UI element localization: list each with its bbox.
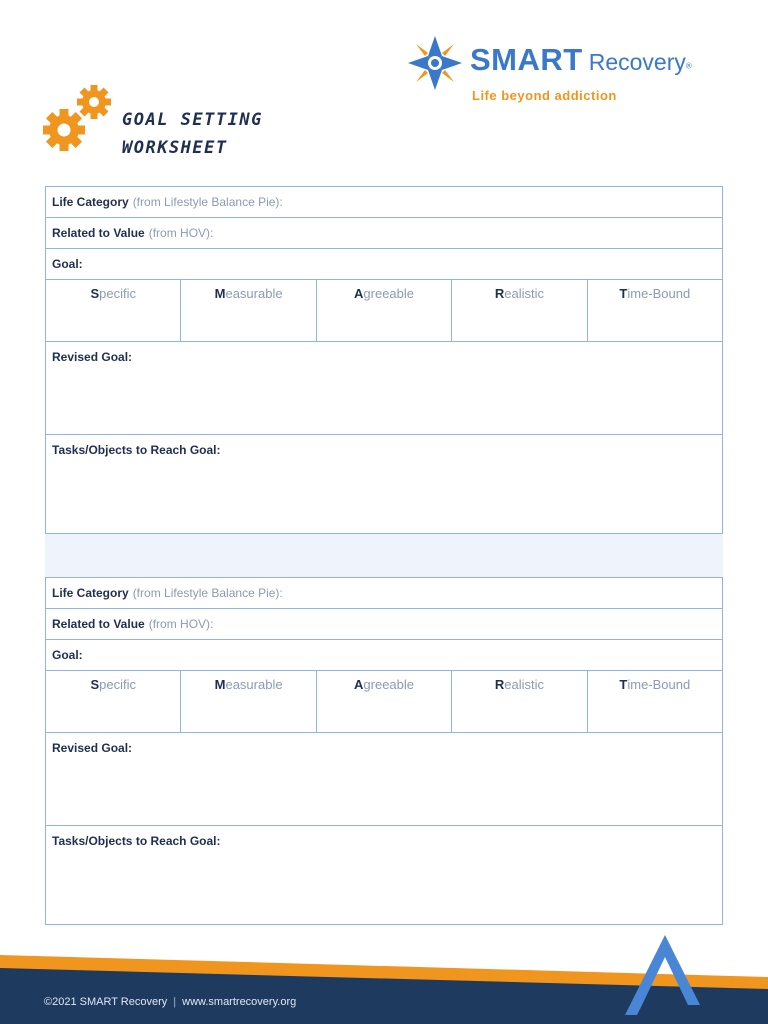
registered-mark: ® [685,61,692,71]
related-value-field[interactable] [46,609,722,640]
tasks-field[interactable] [46,435,722,533]
life-category-hint: (from Lifestyle Balance Pie): [132,195,283,209]
logo-wordmark [470,42,692,78]
goal-label: Goal: [52,648,83,662]
specific-cell[interactable] [46,671,181,732]
smart-word: greeable [363,286,415,301]
related-value-hint: (from HOV): [148,226,214,240]
smart-word: easurable [225,677,283,692]
time-bound-cell[interactable] [588,671,722,732]
smart-criteria-row [46,671,722,733]
smart-initial: M [214,286,226,301]
page-title-line2: WORKSHEET [122,138,228,158]
specific-cell[interactable] [46,280,181,341]
smart-recovery-logo [406,34,736,106]
smart-word: ime-Bound [627,677,691,692]
related-value-field[interactable] [46,218,722,249]
realistic-cell[interactable] [452,671,587,732]
smart-word: ealistic [504,677,544,692]
logo-smart-text: SMART [470,42,583,77]
smart-initial: M [214,677,226,692]
life-category-field[interactable] [46,187,722,218]
revised-goal-label: Revised Goal: [52,741,133,755]
revised-goal-field[interactable] [46,342,722,435]
gears-icon [40,80,116,160]
revised-goal-field[interactable] [46,733,722,826]
related-value-hint: (from HOV): [148,617,214,631]
agreeable-cell[interactable] [317,671,452,732]
footer-separator: | [173,996,177,1008]
goal-field[interactable] [46,249,722,280]
smart-initial: T [619,677,628,692]
life-category-hint: (from Lifestyle Balance Pie): [132,586,283,600]
smart-word: ime-Bound [627,286,691,301]
footer-band [0,935,768,1024]
tasks-label: Tasks/Objects to Reach Goal: [52,443,221,457]
goal-label: Goal: [52,257,83,271]
smart-initial: S [90,677,100,692]
website-link[interactable]: www.smartrecovery.org [182,996,297,1008]
section-divider [45,534,723,577]
smart-word: pecific [99,286,136,301]
page-title-line1: GOAL SETTING [122,110,263,130]
smart-word: pecific [99,677,136,692]
realistic-cell[interactable] [452,280,587,341]
tasks-field[interactable] [46,826,722,924]
measurable-cell[interactable] [181,671,316,732]
related-value-label: Related to Value [52,617,145,631]
logo-tagline: Life beyond addiction [472,88,617,103]
life-category-label: Life Category [52,195,129,209]
life-category-field[interactable] [46,578,722,609]
smart-word: greeable [363,677,415,692]
logo-recovery-text: Recovery [588,49,686,75]
smart-word: easurable [225,286,283,301]
measurable-cell[interactable] [181,280,316,341]
smart-initial: A [354,677,364,692]
page-title [122,106,263,162]
smart-word: ealistic [504,286,544,301]
footer-text [44,996,296,1008]
life-category-label: Life Category [52,586,129,600]
smart-initial: R [494,677,505,692]
copyright-text: ©2021 SMART Recovery [44,996,168,1008]
tasks-label: Tasks/Objects to Reach Goal: [52,834,221,848]
smart-initial: R [494,286,505,301]
revised-goal-label: Revised Goal: [52,350,133,364]
compass-star-icon [406,34,464,92]
time-bound-cell[interactable] [588,280,722,341]
agreeable-cell[interactable] [317,280,452,341]
smart-initial: T [619,286,628,301]
worksheet-form-2 [45,577,723,925]
smart-criteria-row [46,280,722,342]
related-value-label: Related to Value [52,226,145,240]
worksheet-form-1 [45,186,723,534]
smart-initial: S [90,286,100,301]
goal-field[interactable] [46,640,722,671]
smart-initial: A [354,286,364,301]
